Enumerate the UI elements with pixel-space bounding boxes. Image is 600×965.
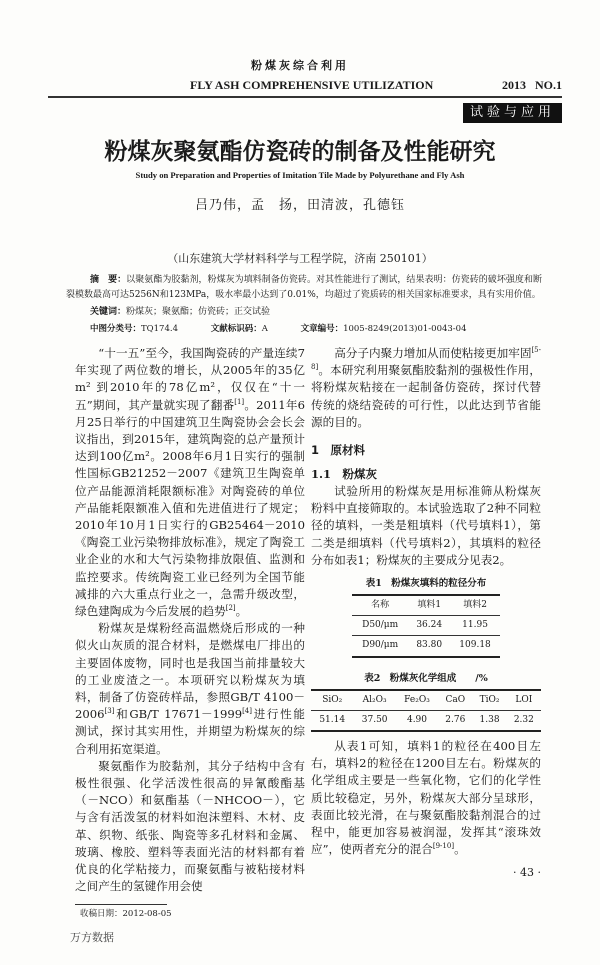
watermark: 万方数据	[70, 930, 114, 944]
keywords-label: 关键词：	[90, 307, 127, 317]
table-row: D90/μm 83.80 109.18	[362, 640, 491, 651]
section-heading: 1 原材料	[311, 443, 366, 458]
text-run: 试验所用的粉煤灰是用标准筛从粉煤灰粉料中直接筛取的。本试验选取了2种不同粒径的填料，一类是粗填料（代号填料1），第二类是细填料（代号填料2），其填料的粒径分布如表1；粉煤灰的主要成分见表2。	[311, 484, 541, 567]
text-run: 。2011年6月25日举行的中国建筑卫生陶瓷协会会长会议指出，到2015年，建筑陶瓷的总产量预计达到100亿m²。2008年6月1日实行的强制性国标GB21252－2007《建筑卫生陶瓷单位产品能源消耗限额标准》对陶瓷砖的单位产品能耗限额准入值和先进值进行了规定；2010年10月1日实行的GB25464－2010《陶瓷工业污染物排放标准》，规定了陶瓷工业企业的水和大气污染物排放限值、监测和监控要求。传统陶瓷工业已经列为全国节能减排的六大重点行业之一，急需升级改型，绿色建陶成为今后发展的趋势	[75, 397, 305, 619]
section-tag: 试验与应用	[463, 103, 562, 123]
section-tag-row	[48, 103, 562, 123]
header-rule	[48, 96, 562, 98]
table-header-row: 名称 填料1 填料2	[352, 595, 500, 616]
clc: 中图分类号：TQ174.4	[90, 324, 178, 334]
citation: [4]	[242, 707, 252, 716]
body-paragraph	[311, 345, 541, 431]
table1	[352, 594, 500, 658]
body-paragraph	[311, 738, 541, 858]
text-run: 。	[235, 604, 248, 619]
article-title: 粉煤灰聚氨酯仿瓷砖的制备及性能研究	[104, 139, 496, 165]
table2-caption: 表2 粉煤灰化学组成 /%	[364, 672, 488, 684]
abstract-text: 以聚氨酯为胶黏剂，粉煤灰为填料制备仿瓷砖。对其性能进行了测试，结果表明：仿瓷砖的破坏强度和断裂模数最高可达5256N和123MPa，吸水率最小达到了0.01%，均超过了瓷质砖的相关国家标准要求，具有实用价值。	[66, 275, 542, 300]
citation: [2]	[225, 604, 236, 613]
table-row: D50/μm 36.24 11.95	[352, 616, 500, 636]
keywords	[90, 305, 600, 320]
text-run: 高分子内聚力增加从而使粘接更加牢固	[334, 346, 532, 360]
abstract	[66, 273, 542, 303]
text-run: 。	[454, 842, 466, 857]
text-run: “十一五”至今，我国陶瓷砖的产量连续7年实现了两位数的增长，从2005年的35亿m² 到2010年的78亿m²，仅仅在“十一五”期间，其产量就实现了翻番	[75, 346, 305, 412]
page-number: · 43 ·	[513, 866, 541, 880]
left-column	[75, 345, 305, 921]
text-run: 聚氨酯作为胶黏剂，其分子结构中含有极性很强、化学活泼性很高的异氰酸酯基（－NCO）和氨酯基（－NHCOO－），它与含有活泼氢的材料如泡沫塑料、木材、皮革、织物、纸张、陶瓷等多孔材料和金属、玻璃、橡胶、塑料等表面光洁的材料都有着优良的化学粘接力，而聚氨酯与被粘接材料之间产生的氢键作用会使	[75, 758, 305, 894]
text-run: 进行性能测试，探讨其实用性，并期望为粉煤灰的综合利用拓宽渠道。	[75, 707, 305, 756]
citation: [1]	[234, 397, 245, 406]
footnote-rule	[75, 904, 167, 905]
journal-name-en: FLY ASH COMPREHENSIVE UTILIZATION	[190, 78, 434, 92]
table-header-row: SiO₂ Al₂O₃ Fe₂O₃ CaO TiO₂ LOI	[311, 690, 541, 711]
keywords-text: 粉煤灰；聚氨酯；仿瓷砖；正交试验	[126, 307, 271, 317]
affiliation: （山东建筑大学材料科学与工程学院，济南 250101）	[167, 252, 433, 265]
text-run: 和GB/T 17671－1999	[114, 707, 243, 722]
body-paragraph	[75, 620, 305, 758]
table1-caption: 表1 粉煤灰填料的粒径分布	[365, 578, 487, 590]
table2	[311, 689, 541, 732]
right-column	[311, 345, 541, 880]
citation: [9-10]	[432, 842, 455, 851]
text-run: 从表1可知，填料1的粒径在400目左右，填料2的粒径在1200目左右。粉煤灰的化学组成主要是一些氧化物，它们的化学性质比较稳定，另外，粉煤灰大部分呈球形，表面比较光滑，在与聚氨酯胶黏剂混合的过程中，能更加容易被润湿，发挥其“滚珠效应”，使两者充分的混合	[311, 739, 541, 857]
header-row	[48, 78, 562, 93]
table-row: 51.14 37.50 4.90 2.76 1.38 2.32	[319, 714, 534, 725]
article-subtitle: Study on Preparation and Properties of Imitation Tile Made by Polyurethane and Fly Ash	[135, 170, 465, 180]
issue-number: 2013 NO.1	[502, 78, 562, 92]
body-paragraph	[75, 345, 305, 620]
subsection-heading: 1.1 粉煤灰	[311, 467, 378, 482]
article-number: 文章编号：1005-8249(2013)01-0043-04	[300, 324, 467, 334]
abstract-label: 摘 要：	[90, 275, 127, 285]
body-paragraph	[311, 483, 541, 569]
citation: [3]	[104, 707, 115, 716]
received-date: 收稿日期：2012-08-05	[80, 908, 172, 919]
body-columns	[75, 345, 600, 921]
text-run: 粉煤灰是煤粉经高温燃烧后形成的一种似火山灰质的混合材料，是燃煤电厂排出的主要固体废物，同时也是我国当前排量较大的工业废渣之一。本项研究以粉煤灰为填料，制备了仿瓷砖样品，参照GB/T 4100－2006	[75, 621, 305, 722]
authors: 吕乃伟，孟 扬，田清波，孔德钰	[194, 198, 405, 213]
text-run: 。本研究利用聚氨酯胶黏剂的强极性作用，将粉煤灰粘接在一起制备仿瓷砖，探讨代替传统的烧结瓷砖的可行性，以此达到节省能源的目的。	[311, 363, 541, 429]
journal-name-cn: 粉煤灰综合利用	[251, 59, 349, 72]
citation: [5-8]	[311, 346, 541, 372]
document-code: 文献标识码：A	[210, 324, 268, 334]
body-paragraph	[75, 758, 305, 896]
classification	[90, 322, 600, 337]
